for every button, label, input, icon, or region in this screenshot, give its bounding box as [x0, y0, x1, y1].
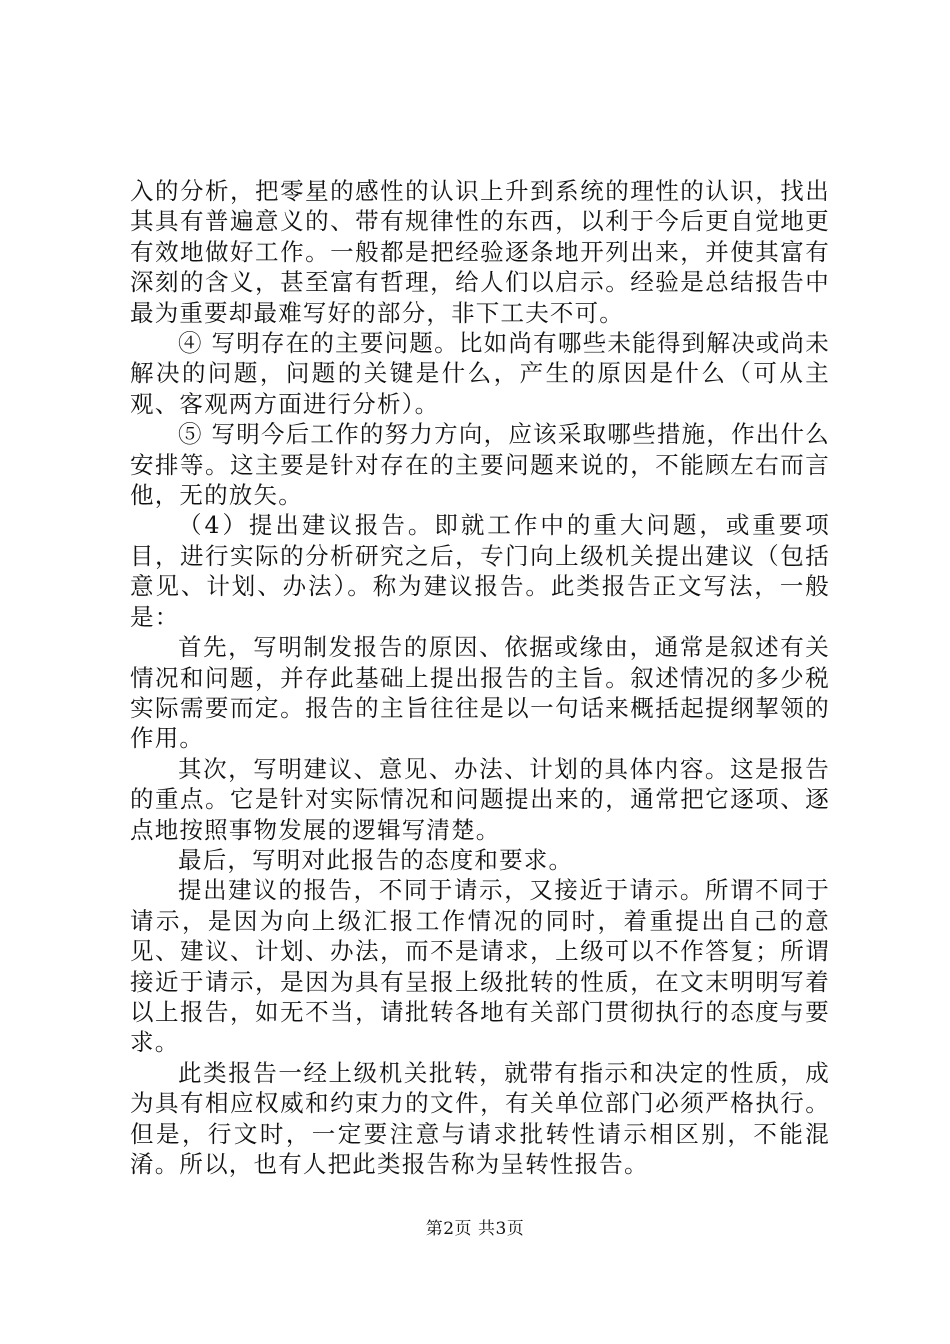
paragraph-last: 最后，写明对此报告的态度和要求。	[178, 845, 574, 874]
paragraph-main-problems: ④ 写明存在的主要问题。比如尚有哪些未能得到解决或尚未解决的问题，问题的关键是什么，产生的原因是什么（可从主观、客观两方面进行分析）。	[130, 329, 830, 418]
paragraph-comparison-request: 提出建议的报告，不同于请示，又接近于请示。所谓不同于请示，是因为向上级汇报工作情况的同时，着重提出自己的意见、建议、计划、办法，而不是请求，上级可以不作答复；所谓接近于请示，是因为具有呈报上级批转的性质，在文末明明写着以上报告，如无不当，请批转各地有关部门贯彻执行的态度与要求。	[130, 876, 830, 1057]
paragraph-suggestion-report: （4）提出建议报告。即就工作中的重大问题，或重要项目，进行实际的分析研究之后，专门向上级机关提出建议（包括意见、计划、办法）。称为建议报告。此类报告正文写法，一般是：	[130, 511, 830, 631]
paragraph-second: 其次，写明建议、意见、办法、计划的具体内容。这是报告的重点。它是针对实际情况和问题提出来的，通常把它逐项、逐点地按照事物发展的逻辑写清楚。	[130, 754, 830, 844]
page-number-footer: 第2页 共3页	[425, 1219, 525, 1239]
paragraph-first: 首先，写明制发报告的原因、依据或缘由，通常是叙述有关情况和问题，并存此基础上提出报告的主旨。叙述情况的多少税实际需要而定。报告的主旨往往是以一句话来概括起提纲挈领的作用。	[130, 633, 830, 753]
paragraph-future-direction: ⑤ 写明今后工作的努力方向，应该采取哪些措施，作出什么安排等。这主要是针对存在的主要问题来说的，不能顾左右而言他，无的放矢。	[130, 420, 830, 510]
document-body	[130, 176, 830, 1179]
paragraph-forwarded-report: 此类报告一经上级机关批转，就带有指示和决定的性质，成为具有相应权威和约束力的文件，有关单位部门必须严格执行。但是，行文时，一定要注意与请求批转性请示相区别，不能混淆。所以，也有人把此类报告称为呈转性报告。	[130, 1058, 830, 1178]
paragraph-experience-continuation: 入的分析，把零星的感性的认识上升到系统的理性的认识，找出其具有普遍意义的、带有规律性的东西，以利于今后更自觉地更有效地做好工作。一般都是把经验逐条地开列出来，并使其富有深刻的含义，甚至富有哲理，给人们以启示。经验是总结报告中最为重要却最难写好的部分，非下工夫不可。	[130, 177, 830, 327]
